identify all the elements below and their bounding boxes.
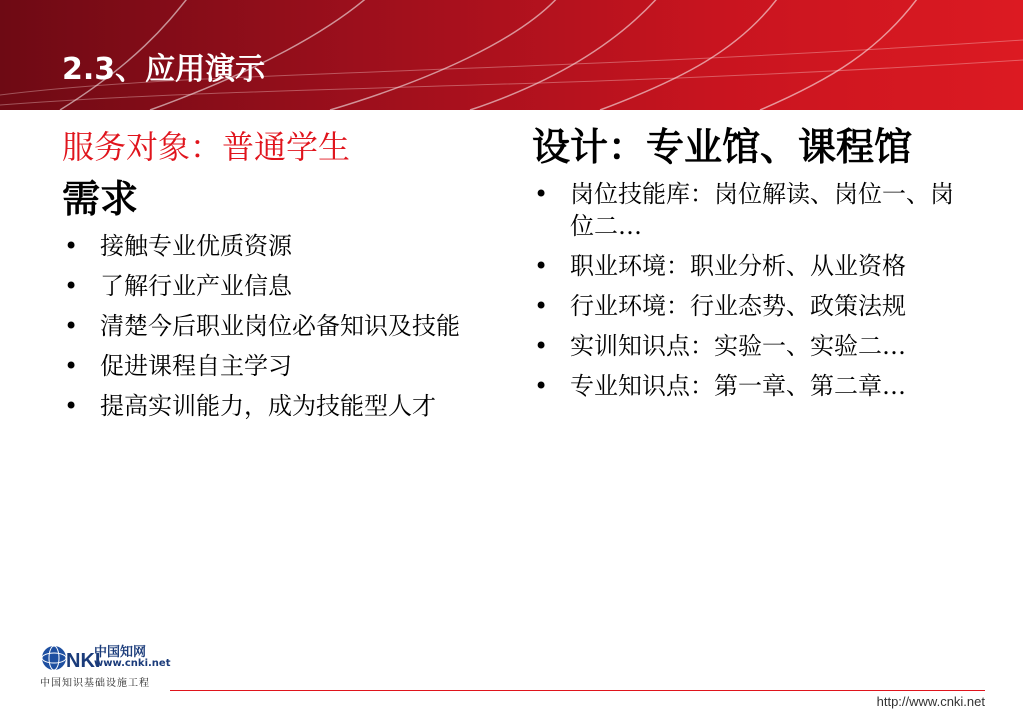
bullet-icon: • — [64, 392, 79, 420]
bullet-icon: • — [64, 232, 79, 260]
cnki-globe-icon — [40, 643, 101, 673]
list-item: • 促进课程自主学习 — [64, 352, 292, 380]
audience-subheading: 服务对象：普通学生 — [62, 128, 351, 166]
list-item: • 职业环境：职业分析、从业资格 — [534, 252, 906, 280]
design-heading: 设计：专业馆、课程馆 — [532, 125, 913, 169]
logo-chinese-name: 中国知网 — [94, 645, 147, 660]
footer-url-link[interactable]: http://www.cnki.net — [876, 694, 985, 709]
bullet-icon: • — [64, 272, 79, 300]
logo-tagline: 中国知识基础设施工程 — [40, 678, 150, 689]
list-item: • 提高实训能力，成为技能型人才 — [64, 392, 436, 420]
bullet-icon: • — [534, 372, 549, 400]
list-item: • 实训知识点：实验一、实验二… — [534, 332, 906, 360]
bullet-icon: • — [534, 180, 549, 208]
title-banner — [0, 0, 1023, 110]
needs-bullet-list — [62, 230, 502, 422]
list-item: • 专业知识点：第一章、第二章… — [534, 372, 906, 400]
svg-text:NKI: NKI — [66, 650, 101, 672]
bullet-icon: • — [534, 292, 549, 320]
list-item: • 接触专业优质资源 — [64, 232, 292, 260]
list-item: • 行业环境：行业态势、政策法规 — [534, 292, 906, 320]
logo-url-text: www.cnki.net — [94, 658, 171, 669]
cnki-logo — [40, 643, 171, 689]
bullet-icon: • — [534, 252, 549, 280]
list-item: • 了解行业产业信息 — [64, 272, 292, 300]
slide-title: 2.3、应用演示 — [62, 52, 266, 87]
bullet-icon: • — [534, 332, 549, 360]
list-item: • 岗位技能库：岗位解读、岗位一、岗位二… — [534, 180, 954, 240]
design-bullet-list — [532, 178, 972, 402]
left-column — [62, 118, 502, 430]
list-item: • 清楚今后职业岗位必备知识及技能 — [64, 312, 460, 340]
footer-divider — [170, 690, 985, 691]
bullet-icon: • — [64, 352, 79, 380]
bullet-icon: • — [64, 312, 79, 340]
needs-heading: 需求 — [62, 177, 139, 221]
right-column — [532, 118, 972, 410]
